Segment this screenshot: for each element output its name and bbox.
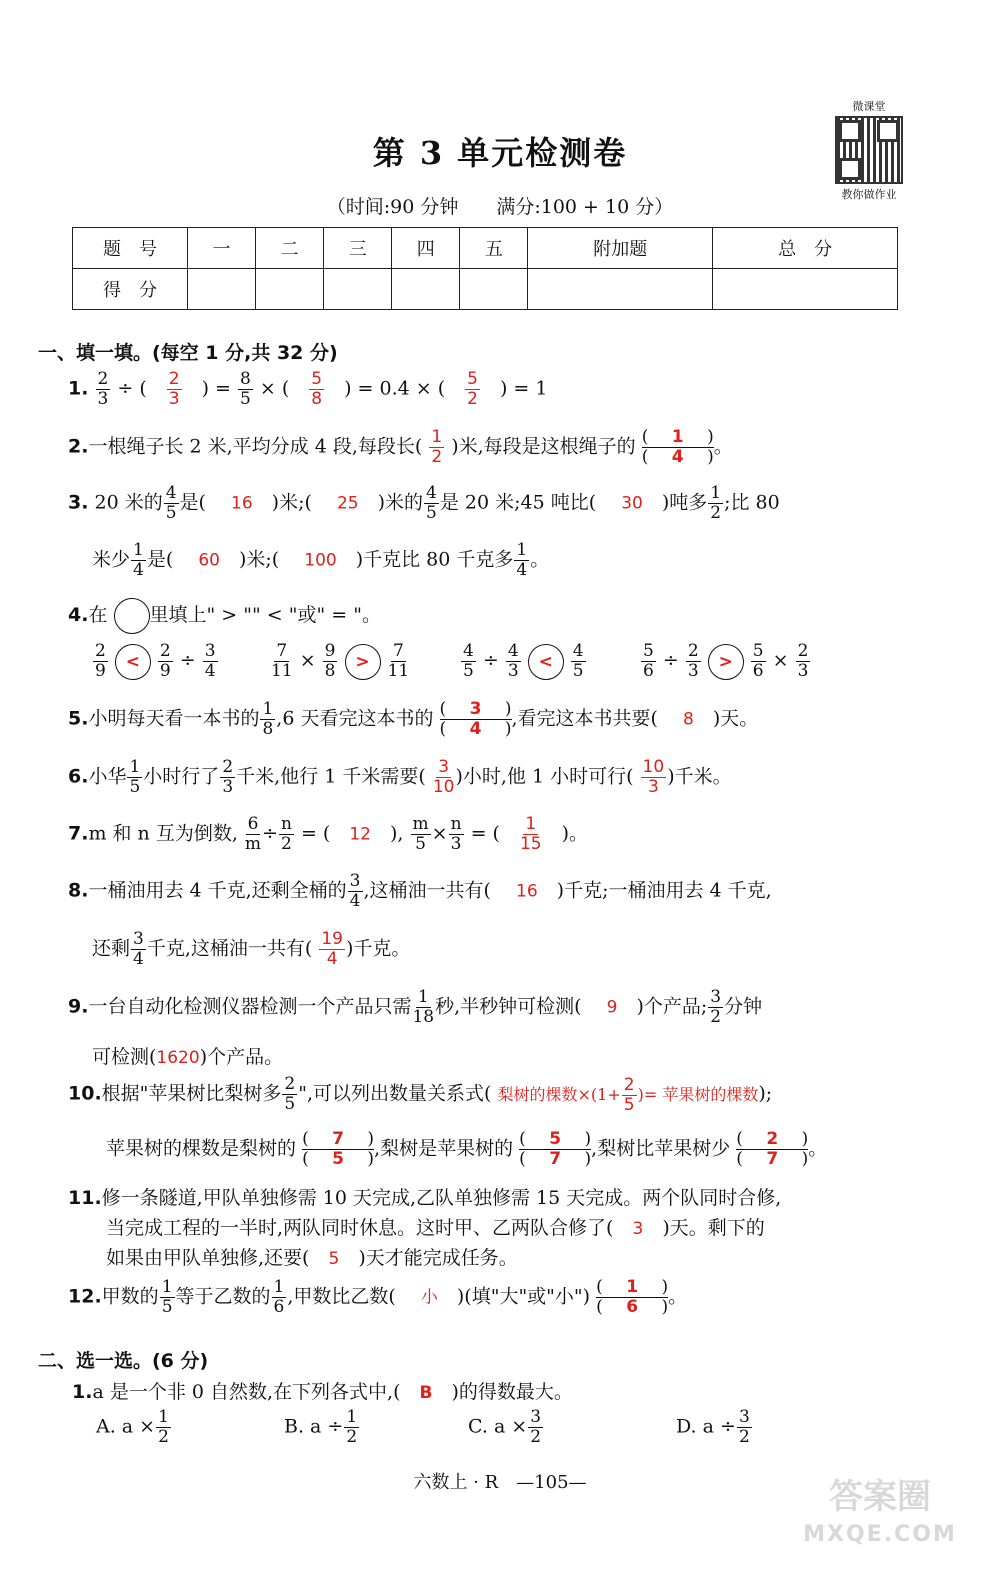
question-11-cont: 当完成工程的一半时,两队同时休息。这时甲、乙两队合修了( 3 )天。剩下的 <box>106 1217 765 1239</box>
table-cell: 附加题 <box>528 228 713 269</box>
answer: 小 <box>420 1287 438 1308</box>
page-footer: 六数上 · R —105— <box>413 1472 587 1493</box>
fraction: $\frac{8}{5}$ <box>240 369 251 409</box>
answer-paren-fraction: ( 7 ) ( 5 ) <box>302 1129 375 1169</box>
page-title: 第 3 单元检测卷 <box>372 134 628 172</box>
score-table-score-row <box>73 269 898 310</box>
answer-paren-fraction: ( 5 ) ( 7 ) <box>519 1129 592 1169</box>
qr-code-icon <box>835 116 903 184</box>
compare-answer: < <box>115 644 151 680</box>
question-11: 11.修一条隧道,甲队单独修需 10 天完成,乙队单独修需 15 天完成。两个队同时合修, <box>68 1187 782 1209</box>
answer-fraction: $\frac{5}{2}$ <box>467 369 478 409</box>
answer-paren-fraction: ( 2 ) ( 7 ) <box>736 1129 809 1169</box>
table-cell: 题 号 <box>73 228 188 269</box>
option-c: C. a × $\frac{3}{2}$ <box>468 1407 542 1447</box>
table-cell: 三 <box>324 228 392 269</box>
compare-item-4: $\frac{5}{6}$ ÷ $\frac{2}{3}$ > $\frac{5}{6}$ × $\frac{2}{3}$ <box>643 641 809 681</box>
score-input-cell[interactable] <box>713 269 898 310</box>
qr-code <box>832 98 906 202</box>
option-d: D. a ÷ $\frac{3}{2}$ <box>676 1407 750 1447</box>
answer-fraction: $\frac{10}{3}$ <box>642 757 665 797</box>
answer: 25 <box>336 493 359 514</box>
answer: 12 <box>349 824 371 845</box>
question-8-cont: 还剩 $\frac{3}{4}$ 千克,这桶油一共有( $\frac{19}{4}$ )千克。 <box>92 929 411 969</box>
answer: 3 <box>632 1219 644 1239</box>
answer: 16 <box>231 493 253 514</box>
answer-fraction: $\frac{1}{2}$ <box>431 427 443 467</box>
question-11-cont2: 如果由甲队单独修,还要( 5 )天才能完成任务。 <box>106 1247 518 1269</box>
question-3-cont: 米少 $\frac{1}{4}$ 是( 60 )米;( 100 )千克比 80 千克多 $\frac{1}{4}$ 。 <box>92 540 550 580</box>
question-8: 8.一桶油用去 4 千克,还剩全桶的 $\frac{3}{4}$ ,这桶油一共有( 16 )千克;一桶油用去 4 千克, <box>68 871 772 911</box>
score-table <box>72 227 898 310</box>
compare-answer: > <box>345 644 381 680</box>
question-number: 1. <box>68 377 89 400</box>
answer-fraction: $\frac{1}{15}$ <box>519 814 542 854</box>
answer: 60 <box>198 550 220 571</box>
question-10-cont: 苹果树的棵数是梨树的 ( 7 ) ( 5 ) ,梨树是苹果树的 ( 5 ) ( 7 ) ,梨树比苹果树少 ( 2 ) ( 7 ) 。 <box>106 1129 828 1169</box>
compare-item-3: $\frac{4}{5}$ ÷ $\frac{4}{3}$ < $\frac{4}{5}$ <box>463 641 584 681</box>
answer-fraction: $\frac{19}{4}$ <box>321 929 343 969</box>
table-cell: 二 <box>256 228 324 269</box>
answer-paren-fraction: ( 1 ) ( 6 ) <box>596 1277 669 1317</box>
option-b: B. a ÷ $\frac{1}{2}$ <box>284 1407 358 1447</box>
table-cell: 四 <box>392 228 460 269</box>
compare-item-1: $\frac{2}{9}$ < $\frac{2}{9}$ ÷ $\frac{3}{4}$ <box>95 641 216 681</box>
answer: 30 <box>621 493 643 514</box>
table-cell: 五 <box>460 228 528 269</box>
score-input-cell[interactable] <box>460 269 528 310</box>
score-input-cell[interactable] <box>188 269 256 310</box>
table-cell: 总 分 <box>713 228 898 269</box>
answer: 100 <box>304 550 337 571</box>
score-table-header-row <box>73 228 898 269</box>
answer: 5 <box>328 1249 340 1269</box>
choice-question-1: 1.a 是一个非 0 自然数,在下列各式中,( B )的得数最大。 <box>72 1381 573 1403</box>
question-9: 9.一台自动化检测仪器检测一个产品只需 $\frac{1}{18}$ 秒,半秒钟可检测( 9 )个产品; $\frac{3}{2}$ 分钟 <box>68 987 763 1027</box>
score-input-cell[interactable] <box>392 269 460 310</box>
watermark-logo: 答案圈 MXQE.COM <box>803 1477 957 1547</box>
section-heading: 一、填一填。(每空 1 分,共 32 分) <box>38 342 338 364</box>
score-input-cell[interactable] <box>256 269 324 310</box>
section-heading: 二、选一选。(6 分) <box>38 1350 209 1372</box>
fraction: $\frac{2}{3}$ <box>97 369 109 409</box>
question-2: 2.一根绳子长 2 米,平均分成 4 段,每段长( $\frac{1}{2}$ )米,每段是这根绳子的 ( 1 ) ( 4 ) 。 <box>68 427 733 467</box>
compare-answer: < <box>528 644 564 680</box>
question-4: 4.在 里填上" > "" < "或" = "。 <box>68 598 381 634</box>
question-3: 3. 20 米的 $\frac{4}{5}$ 是( 16 )米;( 25 )米的 $\frac{4}{5}$ 是 20 米;45 吨比( 30 )吨多 $\frac{1}{2}$ ;比 80 <box>68 483 780 523</box>
circle-blank <box>114 598 150 634</box>
score-input-cell[interactable] <box>324 269 392 310</box>
answer-paren-fraction: ( 1 ) ( 4 ) <box>641 427 714 467</box>
qr-top-label: 微课堂 <box>852 100 886 113</box>
question-10: 10.根据"苹果树比梨树多 $\frac{2}{5}$ ",可以列出数量关系式( 梨树的棵数×(1+ $\frac{2}{5}$ )= 苹果树的棵数); <box>68 1074 773 1115</box>
answer: 1620 <box>156 1048 200 1068</box>
qr-bottom-label: 教你做作业 <box>841 188 897 201</box>
handwritten-answer: 梨树的棵数×(1+ $\frac{2}{5}$ )= 苹果树的棵数 <box>497 1074 759 1115</box>
option-a: A. a × $\frac{1}{2}$ <box>96 1407 169 1447</box>
answer: 8 <box>683 709 694 730</box>
answer-paren-fraction: ( 3 ) ( 4 ) <box>439 699 512 739</box>
answer: 16 <box>516 881 538 902</box>
compare-item-2: $\frac{7}{11}$ × $\frac{9}{8}$ > $\frac{7}{11}$ <box>271 641 410 681</box>
compare-answer: > <box>708 644 744 680</box>
table-cell: 一 <box>188 228 256 269</box>
question-12: 12.甲数的 $\frac{1}{5}$ 等于乙数的 $\frac{1}{6}$ ,甲数比乙数( 小 )(填"大"或"小") ( 1 ) ( 6 ) 。 <box>68 1277 688 1317</box>
page-subtitle: （时间:90 分钟 满分:100 + 10 分） <box>326 196 674 218</box>
answer: 9 <box>606 997 618 1018</box>
answer-fraction: $\frac{5}{8}$ <box>311 369 323 409</box>
table-cell: 得 分 <box>73 269 188 310</box>
question-1: 1. $\frac{2}{3}$ ÷ ( $\frac{2}{3}$ ) = $\frac{8}{5}$ × ( $\frac{5}{8}$ ) = 0.4 × ( $\frac{5}{2}$ ) = 1 <box>68 369 548 409</box>
answer-fraction: $\frac{3}{10}$ <box>432 757 455 797</box>
question-5: 5.小明每天看一本书的 $\frac{1}{8}$ ,6 天看完这本书的 ( 3 ) ( 4 ) ,看完这本书共要( 8 )天。 <box>68 699 759 739</box>
question-9-cont: 可检测(1620)个产品。 <box>92 1046 284 1068</box>
question-6: 6.小华 $\frac{1}{5}$ 小时行了 $\frac{2}{3}$ 千米,他行 1 千米需要( $\frac{3}{10}$ )小时,他 1 小时可行( $\frac{10}{3}$ )千米。 <box>68 757 732 797</box>
answer: B <box>419 1383 433 1403</box>
question-7: 7.m 和 n 互为倒数, $\frac{6}{m}$ ÷ $\frac{n}{2}$ = ( 12 ), $\frac{m}{5}$ × $\frac{n}{3}$ = ( $\frac{1}{15}$ )。 <box>68 814 589 854</box>
answer-fraction: $\frac{2}{3}$ <box>168 369 180 409</box>
score-input-cell[interactable] <box>528 269 713 310</box>
